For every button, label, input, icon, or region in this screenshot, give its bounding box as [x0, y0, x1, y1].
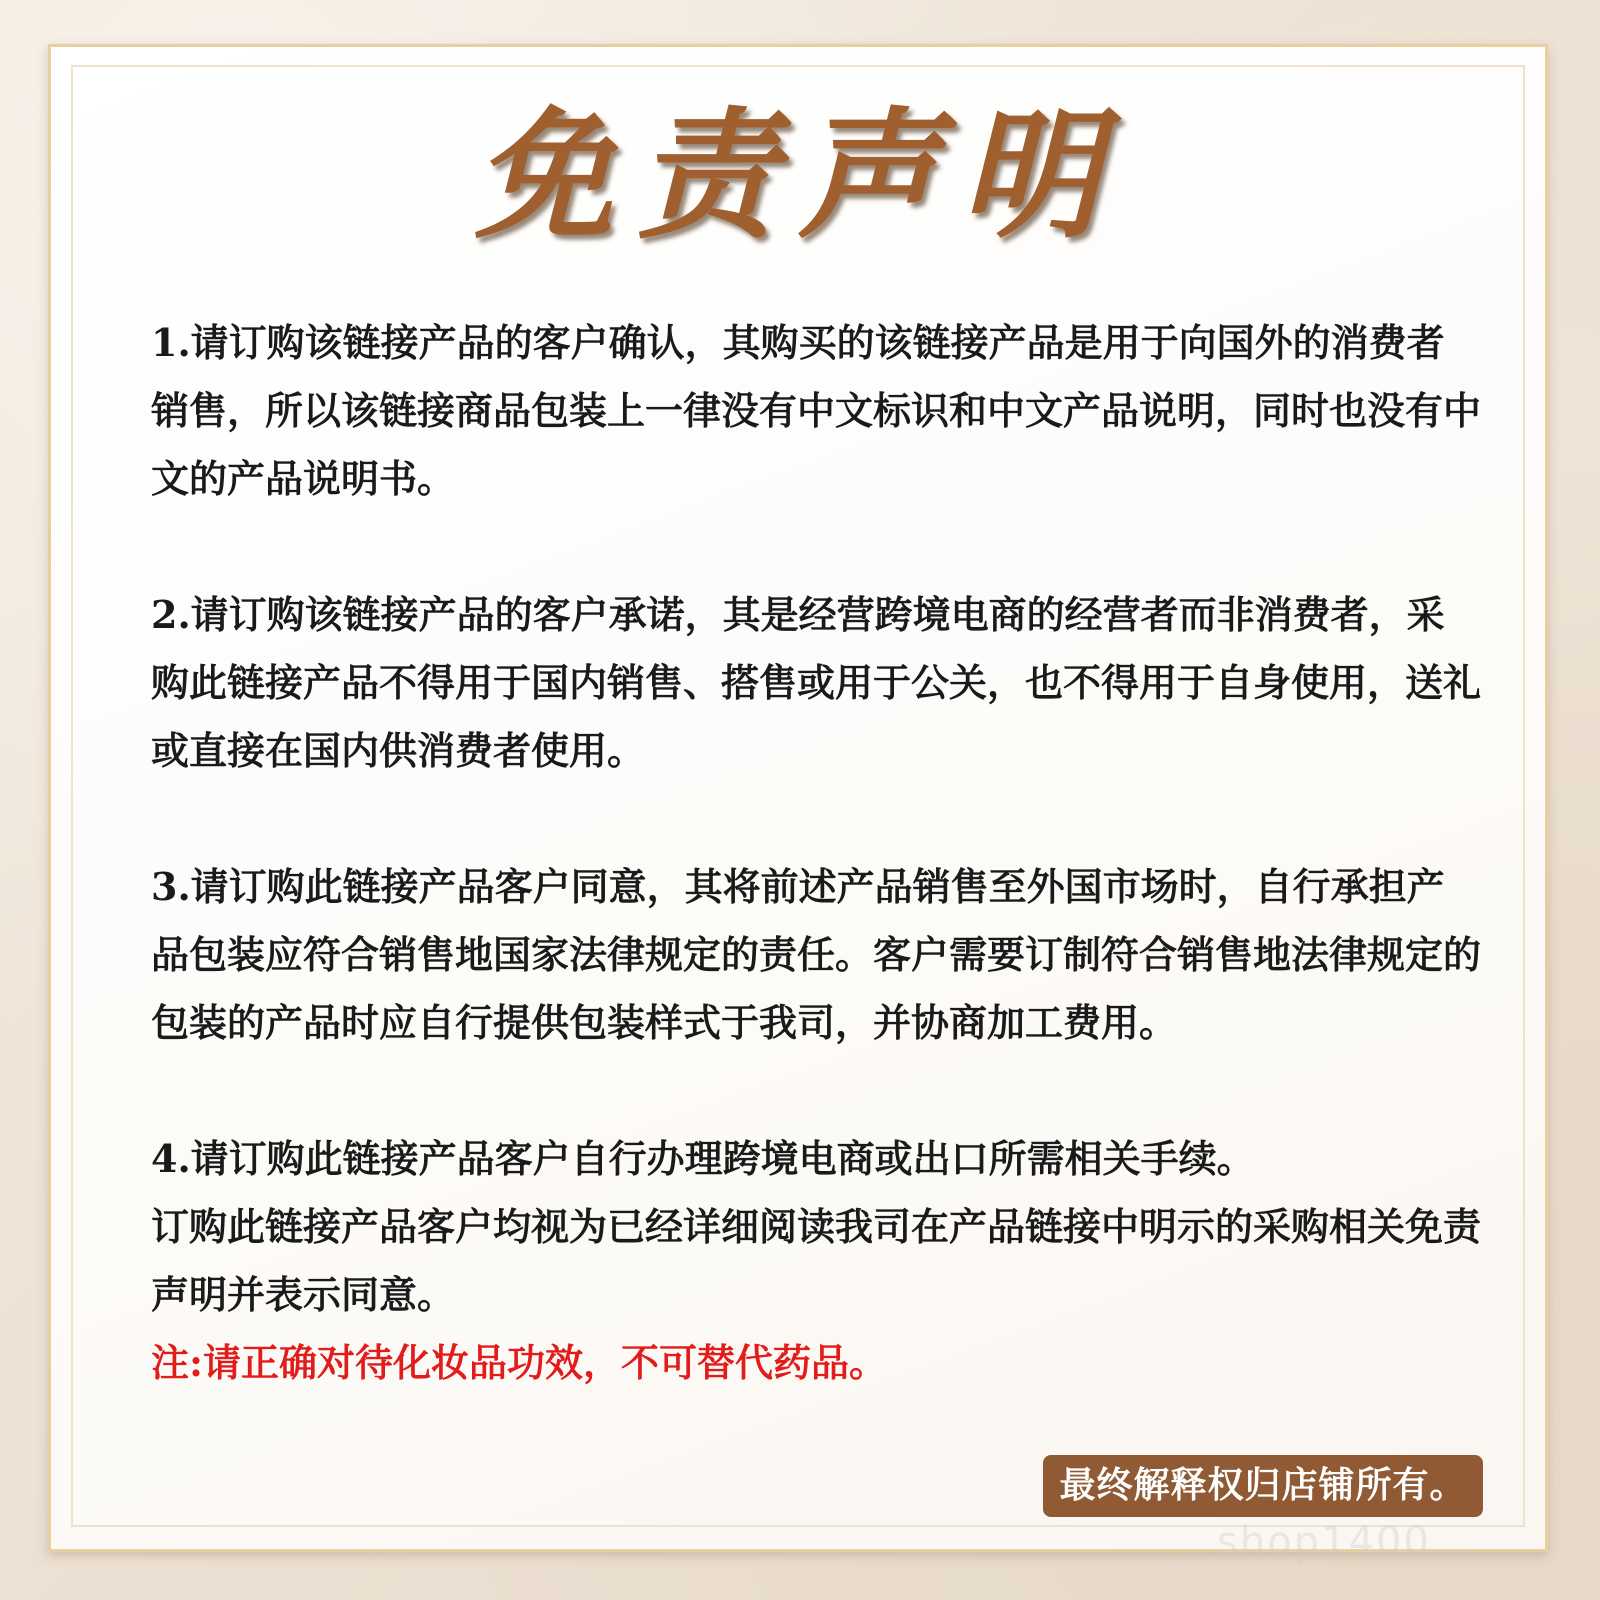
clause-3: 3.请订购此链接产品客户同意，其将前述产品销售至外国市场时，自行承担产品包装应符合销售地国家法律规定的责任。客户需要订制符合销售地法律规定的包装的产品时应自行提供包装样式于我司，并协商加工费用。	[151, 864, 1482, 1045]
clause-1: 1.请订购该链接产品的客户确认，其购买的该链接产品是用于向国外的消费者销售，所以该链接商品包装上一律没有中文标识和中文产品说明，同时也没有中文的产品说明书。	[151, 320, 1482, 501]
disclaimer-panel	[48, 44, 1548, 1565]
closing-statement: 订购此链接产品客户均视为已经详细阅读我司在产品链接中明示的采购相关免责声明并表示同意。	[151, 1204, 1482, 1317]
cosmetics-note: 注:请正确对待化妆品功效，不可替代药品。	[151, 1340, 888, 1385]
shop-watermark: shop1400...	[1217, 1519, 1475, 1565]
disclaimer-body	[151, 309, 1481, 1397]
clause-4: 4.请订购此链接产品客户自行办理跨境电商或出口所需相关手续。	[151, 1136, 1255, 1181]
final-interpretation-badge: 最终解释权归店铺所有。	[1043, 1455, 1483, 1517]
page-title: 免责声明	[473, 95, 1122, 258]
clause-2: 2.请订购该链接产品的客户承诺，其是经营跨境电商的经营者而非消费者，采购此链接产品不得用于国内销售、搭售或用于公关，也不得用于自身使用，送礼或直接在国内供消费者使用。	[151, 592, 1482, 773]
